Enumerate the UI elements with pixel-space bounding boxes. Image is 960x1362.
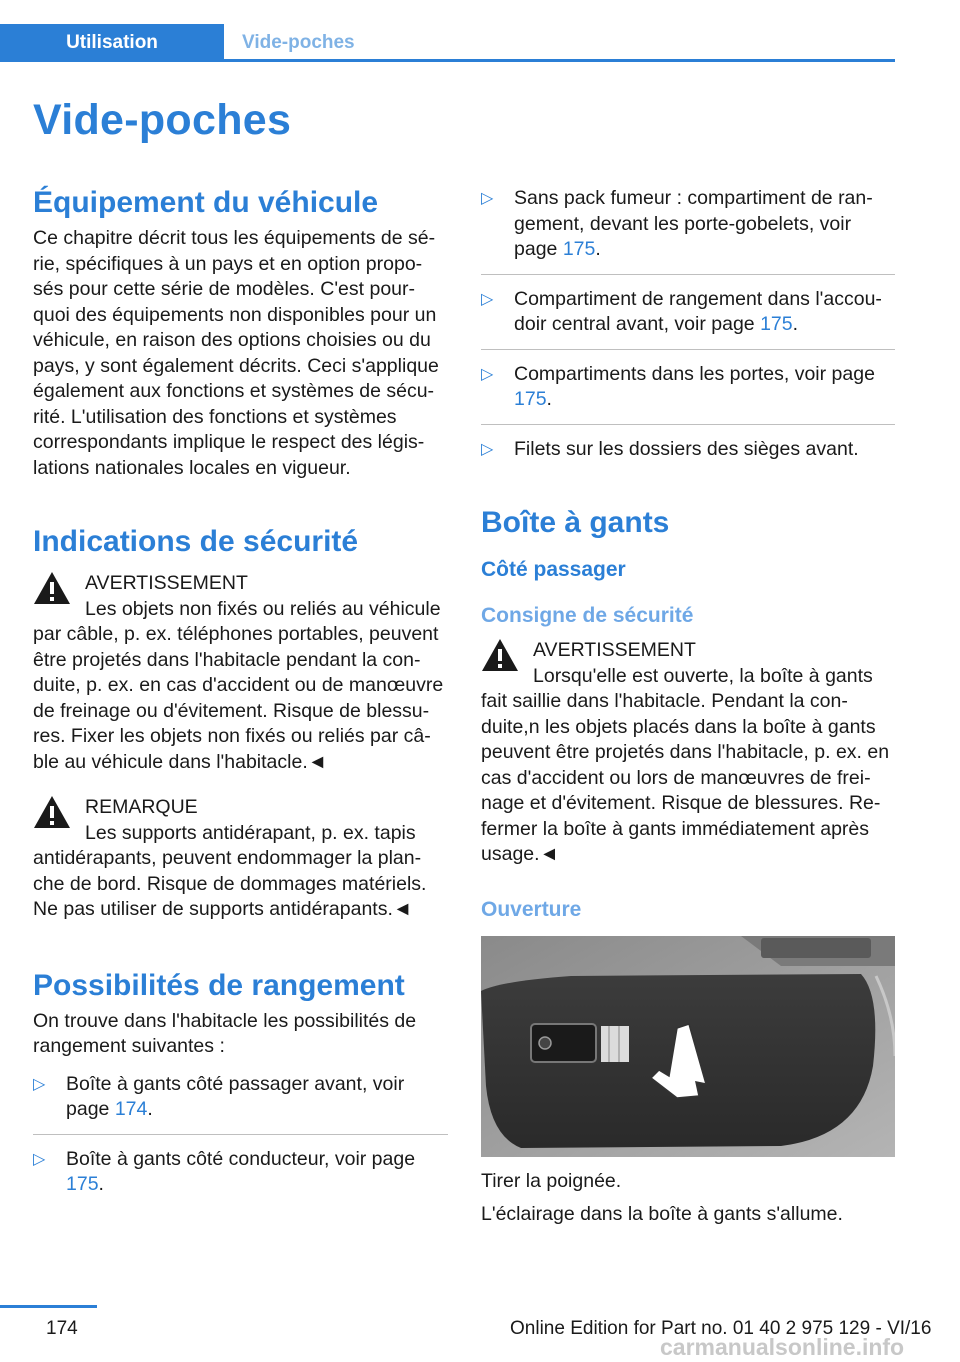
warning-text-first-line: Lorsqu'elle est ouverte, la boîte à gants — [533, 664, 873, 687]
paragraph-rangement: On trouve dans l'habitacle les possibilités de rangement suivantes : — [33, 1009, 417, 1057]
list-item: ▷ Filets sur les dossiers des sièges avant. — [481, 437, 895, 463]
storage-list-left — [33, 1072, 448, 1198]
list-divider — [33, 1134, 448, 1135]
watermark: carmanualsonline.info — [660, 1334, 905, 1360]
right-column — [481, 186, 895, 1228]
tab-vide-poches[interactable]: Vide-poches — [242, 32, 355, 53]
triangle-bullet-icon: ▷ — [481, 440, 494, 458]
page-link[interactable]: 175 — [562, 238, 596, 260]
page-link[interactable]: 174 — [114, 1098, 148, 1120]
triangle-bullet-icon: ▷ — [33, 1075, 46, 1093]
heading-securite: Indications de sécurité — [33, 525, 359, 558]
list-item: ▷ Boîte à gants côté conducteur, voir page 175. — [33, 1147, 416, 1195]
heading-rangement: Possibilités de rangement — [33, 968, 405, 1002]
warning-text-rest: fait saillie dans l'habitacle. Pendant la con- duite,n les objets placés dans la boîte à gants peuvent être projetés dans l'habitacle, p. ex. en cas d'accident ou lors de manœuvres de frei- nage et d'évitement. Risque de blessures. Re- fermer la boîte à gants immédiatement après usage.◄ — [481, 690, 890, 865]
list-item: ▷ Compartiment de rangement dans l'accou- doir central avant, voir page 175. — [481, 287, 882, 335]
heading-cote-passager: Côté passager — [481, 558, 626, 581]
heading-consigne: Consigne de sécurité — [481, 604, 694, 627]
triangle-bullet-icon: ▷ — [481, 190, 494, 207]
warning-block-3 — [481, 638, 895, 868]
heading-ouverture: Ouverture — [481, 897, 582, 921]
left-column — [33, 186, 448, 1198]
triangle-bullet-icon: ▷ — [33, 1150, 46, 1168]
list-divider — [481, 274, 895, 275]
page-link[interactable]: 175 — [760, 313, 793, 335]
page-link[interactable]: 175 — [66, 1173, 99, 1195]
list-item: ▷ Boîte à gants côté passager avant, voir page 174. — [33, 1072, 405, 1120]
header-rule — [224, 59, 895, 62]
notice-text-first-line: Les supports antidérapant, p. ex. tapis — [85, 821, 416, 844]
triangle-bullet-icon: ▷ — [481, 290, 494, 308]
paragraph-equipement: Ce chapitre décrit tous les équipements de sé- rie, spécifiques à un pays et en option propo- sés pour cette série de modèles. C'est pour- quoi des équipements non disponibles pour un véhicule, en raison des options choisies ou du pays, y sont également décrits. Ceci s'applique également aux fonctions et systèmes de sécu- rité. L'utilisation des fonctions et systèmes correspondants implique le respect des légis- lations nationales locales en vigueur. — [33, 227, 439, 479]
warning-text — [33, 597, 448, 776]
page-number: 174 — [46, 1318, 78, 1339]
notice-text — [33, 821, 448, 923]
warning-text-rest: par câble, p. ex. téléphones portables, peuvent être projetés dans l'habitacle pendant la con- duite, p. ex. en cas d'accident ou de manœuvre de freinage ou d'évitement. Risque de blessu- res. Fixer les objets non fixés ou reliés par câ- ble au véhicule dans l'habitacle.◄ — [33, 623, 444, 773]
list-divider — [481, 349, 895, 350]
list-item: ▷ Compartiments dans les portes, voir page 175. — [481, 362, 875, 410]
warning-text-first-line: Les objets non fixés ou reliés au véhicule — [85, 597, 441, 620]
list-item: ▷ Sans pack fumeur : compartiment de ran- gement, devant les porte-gobelets, voir page 175. — [481, 187, 873, 260]
instruction-pull-handle: Tirer la poignée. — [481, 1169, 622, 1192]
page-title: Vide-poches — [33, 96, 292, 144]
warning-text — [481, 664, 895, 868]
warning-block-1 — [33, 571, 448, 775]
notice-title: REMARQUE — [85, 796, 198, 818]
glovebox-photo — [481, 936, 895, 1157]
instruction-light: L'éclairage dans la boîte à gants s'allume. — [481, 1203, 843, 1225]
notice-text-rest: antidérapants, peuvent endommager la plan- che de bord. Risque de dommages matériels. Ne pas utiliser de supports antidérapants.◄ — [33, 847, 427, 920]
warning-triangle-icon — [33, 571, 71, 605]
glovebox-illustration — [481, 936, 895, 1157]
warning-triangle-icon — [481, 638, 519, 672]
warning-block-2 — [33, 795, 448, 923]
warning-title: AVERTISSEMENT — [85, 572, 248, 594]
heading-equipement: Équipement du véhicule — [33, 186, 379, 219]
edition-footer: Online Edition for Part no. 01 40 2 975 129 - VI/16 — [510, 1318, 932, 1339]
storage-list-right — [481, 186, 895, 462]
triangle-bullet-icon: ▷ — [481, 365, 494, 383]
page-link[interactable]: 175 — [514, 388, 547, 410]
heading-boite-a-gants: Boîte à gants — [481, 506, 670, 539]
warning-triangle-icon — [33, 795, 71, 829]
warning-title: AVERTISSEMENT — [533, 639, 696, 661]
list-divider — [481, 424, 895, 425]
tab-utilisation[interactable]: Utilisation — [0, 24, 224, 62]
page-number-rule — [0, 1305, 97, 1308]
